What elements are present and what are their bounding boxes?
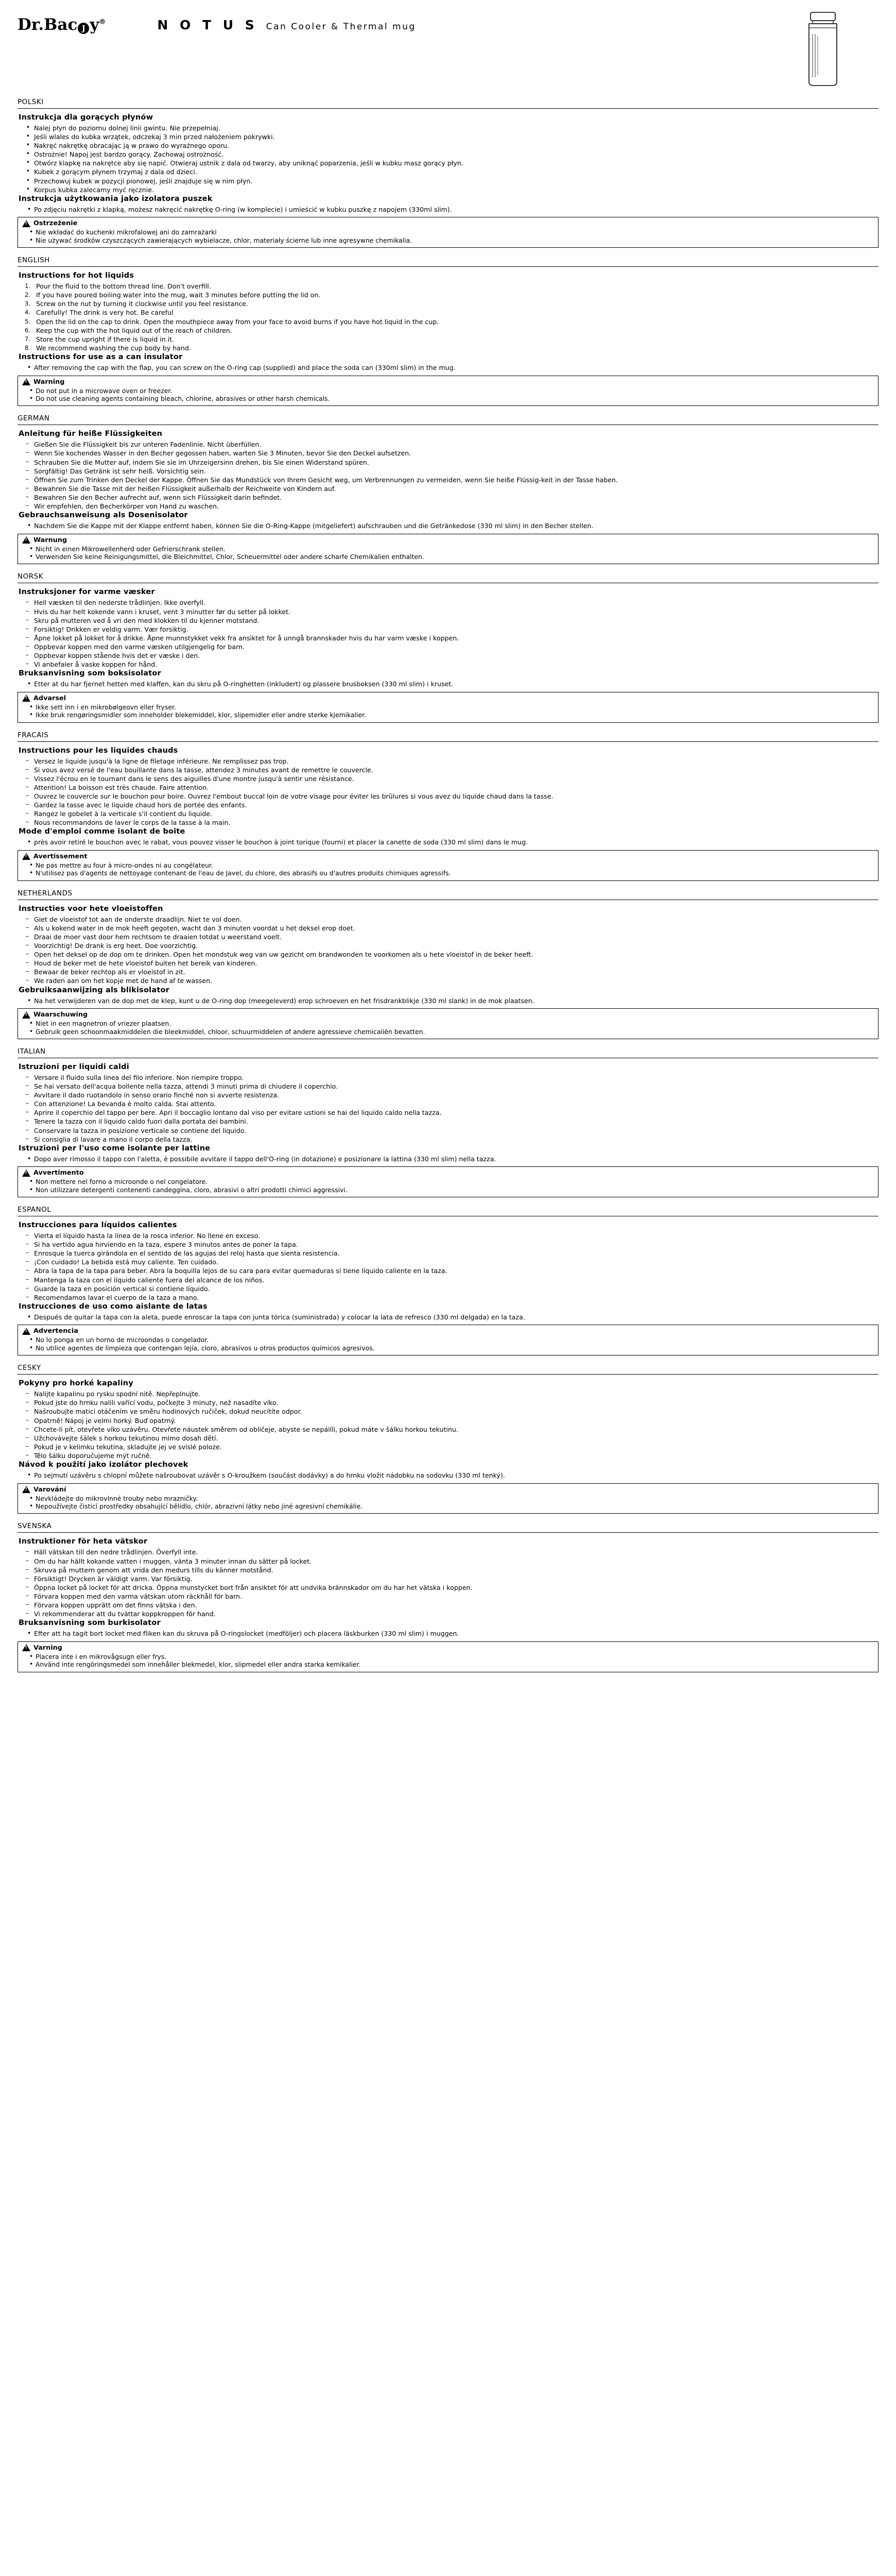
instruction-step: – Nous recommandons de laver le corps de la tasse à la main. (33, 819, 878, 827)
warning-triangle-icon (22, 694, 30, 702)
instruction-step: – Con attenzione! La bevanda è molto calda. Stai attento. (33, 1100, 878, 1108)
instruction-step: – Pokud jste do hrnku nalili vařící vodu, počkejte 3 minuty, než nasadíte víko. (33, 1399, 878, 1407)
instruction-step: – Förvara koppen upprätt om det finns vätska i den. (33, 1601, 878, 1609)
instruction-step: – Nalijte kapalinu po rysku spodní nitě. Nepřeplnujte. (33, 1390, 878, 1398)
warning-header (22, 1011, 874, 1019)
instruction-step: – Åpne lokket på lokket for å drikke. Åpne munnstykket vekk fra ansiktet for å unngå brannskader hvis du har varm væske i koppen. (33, 634, 878, 642)
instruction-step: – Houd de beker met de hete vloeistof buiten het bereik van kinderen. (33, 959, 878, 968)
warning-triangle-icon (22, 1170, 30, 1177)
instruction-step: – Bewahren Sie den Becher aufrecht auf, wenn sich Flüssigkeit darin befindet. (33, 494, 878, 502)
instruction-step: – Aprire il coperchio del tappo per bere. Apri il boccaglio lontano dal viso per evitare ustioni se hai del liquido caldo nella tazza. (33, 1109, 878, 1117)
warning-header (22, 536, 874, 544)
instruction-step: If you have poured boiling water into the mug, wait 3 minutes before putting the lid on. (36, 291, 321, 299)
warning-title: Warning (33, 378, 65, 386)
warning-triangle-icon (22, 1486, 30, 1493)
warning-item: • Nie wkładać do kuchenki mikrofalowej ani do zamrażarki (36, 228, 874, 236)
instruction-step: – Hell væsken til den nederste trådlinjen. Ikke overfyll. (33, 599, 878, 607)
instruction-step: – Giet de vloeistof tot aan de onderste draadlijn. Niet te vol doen. (33, 916, 878, 924)
warning-title: Varování (33, 1485, 66, 1494)
instruction-step: – Voorzichtig! De drank is erg heet. Doe voorzichtig. (33, 942, 878, 950)
warning-item-list (22, 861, 874, 877)
warning-header (22, 378, 874, 386)
instruction-heading: Instructions for hot liquids (19, 272, 134, 280)
instruction-step: – Vierta el líquido hasta la línea de la rosca inferior. No llene en exceso. (33, 1232, 878, 1240)
warning-triangle-icon (22, 378, 30, 385)
instruction-step-list (18, 757, 878, 827)
instruction-heading: Instrucciones de uso como aislante de latas (19, 1302, 208, 1311)
language-section (18, 731, 878, 881)
warning-box (18, 376, 878, 406)
instruction-heading: Gebrauchsanweisung als Dosenisolator (19, 511, 188, 520)
instruction-step: – Bewaar de beker rechtop als er vloeistof in zit. (33, 968, 878, 976)
language-label: SVENSKA (18, 1522, 52, 1531)
instruction-heading: Instructies voor hete vloeistoffen (19, 904, 163, 913)
instruction-step: – Tenere la tazza con il liquido caldo fuori dalla portata dei bambini. (33, 1117, 878, 1126)
brand-logo (18, 13, 106, 34)
product-subtitle: Can Cooler & Thermal mug (266, 22, 416, 32)
instruction-step: – Chcete-li pít, otevřete víko uzávěru. Otevřete náustek směrem od obličeje, abyste se nepálíli, pokud máte v šálku horkou tekutinu. (33, 1426, 878, 1434)
instruction-step: – Öffnen Sie zum Trinken den Deckel der Kappe. Öffnen Sie das Mundstück von Ihrem Gesicht weg, um Verbrennungen zu vermeiden, wenn Sie heiße Flüssig-keit in der Tasse haben. (33, 476, 878, 484)
instruction-heading: Instruksjoner for varme væsker (19, 588, 155, 597)
instruction-step: – Oppbevar koppen med den varme væsken utilgjengelig for barn. (33, 643, 878, 651)
instruction-paragraph: • Po zdjęciu nakrętki z klapką, możesz nakręcić nakrętkę O-ring (w komplecie) i umieścić w kubku puszkę z napojem (330ml slim). (18, 206, 878, 214)
warning-title: Waarschuwing (33, 1011, 88, 1019)
warning-title: Warnung (33, 536, 67, 544)
warning-item: • Nevkládejte do mikrovlnné trouby nebo mrazničky. (36, 1495, 874, 1502)
instruction-heading: Pokyny pro horké kapaliny (19, 1379, 133, 1388)
instruction-step: • Nalej płyn do poziomu dolnej linii gwintu. Nie przepełniaj. (33, 124, 878, 132)
warning-title: Varning (33, 1643, 62, 1652)
warning-triangle-icon (22, 1011, 30, 1019)
instruction-paragraph: • près avoir retiré le bouchon avec le rabat, vous pouvez visser le bouchon à joint torique (fourni) et placer la canette de soda (330 ml slim) dans le mug. (18, 838, 878, 846)
instruction-step: – Užchovávejte šálek s horkou tekutinou mimo dosah dětí. (33, 1434, 878, 1443)
warning-title: Advarsel (33, 694, 66, 702)
warning-item: • No utilice agentes de limpieza que contengan lejía, cloro, abrasivos u otros productos químicos agresivos. (36, 1344, 874, 1352)
instruction-step: – Attention! La boisson est très chaude. Faire attention. (33, 784, 878, 792)
warning-header (22, 1169, 874, 1177)
instruction-step: • Otwórz klapkę na nakrętce aby się napić. Otwieraj ustnik z dala od twarzy, aby uniknąć poparzenia, jeśli w kubku masz gorący płyn. (33, 159, 878, 167)
warning-item: • Nie używać środków czyszczących zawierających wybielacze, chlor, materiały ścierne lub inne agresywne chemikalia. (36, 236, 874, 244)
warning-item: • Gebruik geen schoonmaakmiddelen die bleekmiddel, chloor, schuurmiddelen of andere agressieve chemicaliën bevatten. (36, 1028, 874, 1036)
instruction-step: – Als u kokend water in de mok heeft gegoten, wacht dan 3 minuten voordat u het deksel erop doet. (33, 924, 878, 933)
instruction-step: – Öppna locket på locket för att dricka. Öppna munstycket bort från ansiktet för att undvika brännskador om du har het vätska i koppen. (33, 1584, 878, 1592)
instruction-step: – Forsiktig! Drikken er veldig varm. Vær forsiktig. (33, 625, 878, 634)
instruction-step: – Bewahren Sie die Tasse mit der heißen Flüssigkeit außerhalb der Reichweite von Kindern auf. (33, 485, 878, 493)
instruction-heading: Instrucciones para líquidos calientes (19, 1221, 177, 1230)
language-section (18, 1522, 878, 1672)
instruction-step: – Gardez la tasse avec le liquide chaud hors de portée des enfants. (33, 801, 878, 809)
language-section (18, 98, 878, 248)
warning-triangle-icon (22, 1328, 30, 1335)
language-section (18, 1206, 878, 1355)
instruction-step: – Wenn Sie kochendes Wasser in den Becher gegossen haben, warten Sie 3 Minuten, bevor Sie den Deckel aufsetzen. (33, 449, 878, 457)
brand-logo-prefix: D (18, 15, 31, 34)
instruction-step-list (18, 599, 878, 668)
warning-box (18, 217, 878, 248)
instruction-step: – Si vous avez versé de l'eau bouillante dans la tasse, attendez 3 minutes avant de remettre le couvercle. (33, 766, 878, 774)
warning-triangle-icon (22, 853, 30, 860)
instruction-step: Open the lid on the cap to drink. Open the mouthpiece away from your face to avoid burns if you have hot liquid in the cup. (36, 317, 439, 326)
instruction-heading: Anleitung für heiße Flüssigkeiten (19, 430, 163, 438)
instruction-step: – Häll vätskan till den nedre trådlinjen. Överfyll inte. (33, 1548, 878, 1556)
instruction-step: – Versare il fluido sulla linea del filo inferiore. Non riempire troppo. (33, 1074, 878, 1082)
instruction-paragraph: • Po sejmutí uzávěru s chlopní můžete našroubovat uzávěr s O-kroužkem (součást dodávky) a do hrnku vložit nádobku na sodovku (330 ml tenký). (18, 1471, 878, 1480)
section-divider (18, 108, 878, 109)
warning-item-list (22, 1336, 874, 1352)
instruction-step: • Jeśli wlales do kubka wrzątek, odczekaj 3 min przed nałożeniem pokrywki. (33, 133, 878, 141)
instruction-step-list (18, 1548, 878, 1618)
language-label: GERMAN (18, 414, 50, 423)
instruction-heading: Bruksanvisning som boksisolator (19, 669, 161, 678)
instruction-step-list (18, 916, 878, 985)
instruction-step: – Pokud je v kelimku tekutina, skladujte jej ve svislé poloze. (33, 1443, 878, 1451)
language-label: NETHERLANDS (18, 889, 73, 897)
instruction-step: – Ouvrez le couvercle sur le bouchon pour boire. Ouvrez l'embout buccal loin de votre visage pour éviter les brûlures si vous avez du liquide chaud dans la tasse. (33, 792, 878, 801)
warning-header (22, 853, 874, 860)
instruction-step-list (18, 1232, 878, 1301)
instruction-step: • Kubek z gorącym płynem trzymaj z dala od dzieci. (33, 168, 878, 176)
language-section (18, 1364, 878, 1514)
instruction-heading: Návod k použití jako izolátor plechovek (19, 1461, 188, 1469)
instruction-step: – Sorgfältig! Das Getränk ist sehr heiß. Vorsichtig sein. (33, 467, 878, 476)
instruction-step: We recommend washing the cup body by hand. (36, 344, 191, 352)
instruction-step: – Försiktigt! Drycken är väldigt varm. Var försiktig. (33, 1575, 878, 1583)
instruction-step: – Versez le liquide jusqu'à la ligne de filetage inférieure. Ne remplissez pas trop. (33, 757, 878, 766)
instruction-step: – Enrosque la tuerca girándola en el sentido de las agujas del reloj hasta que sienta resistencia. (33, 1249, 878, 1258)
instruction-step: – Oppbevar koppen stående hvis det er væske i den. (33, 652, 878, 660)
warning-item: • Placera inte i en mikrovågsugn eller frys. (36, 1653, 874, 1660)
instruction-step: – Vi anbefaler å vaske koppen for hånd. (33, 660, 878, 669)
language-label: POLSKI (18, 98, 44, 106)
language-section (18, 572, 878, 722)
instruction-step: – Open het deksel op de dop om te drinken. Open het mondstuk weg van uw gezicht om brandwonden te voorkomen als u hete vloeistof in de beker heeft. (33, 951, 878, 959)
instruction-paragraph: • After removing the cap with the flap, you can screw on the O-ring cap (supplied) and place the soda can (330ml slim) in the mug. (18, 364, 878, 372)
brand-logo-tail: y (90, 15, 99, 34)
warning-item: • Nepoužívejte čisticí prostředky obsahující bělidlo, chlór, abrazivní látky nebo jiné agresivní chemikálie. (36, 1502, 874, 1510)
language-label: ENGLISH (18, 256, 50, 265)
thermal-mug-illustration-icon (792, 10, 854, 88)
instruction-step: • Przechowuj kubek w pozycji pionowej, jeśli znajduje się w nim płyn. (33, 177, 878, 185)
instruction-heading: Instruktioner för heta vätskor (19, 1537, 148, 1546)
instruction-paragraph: • Nachdem Sie die Kappe mit der Klappe entfernt haben, können Sie die O-Ring-Kappe (mitgeliefert) aufschrauben und die Getränkedose (330 ml slim) in den Becher stellen. (18, 522, 878, 530)
section-divider (18, 741, 878, 742)
instruction-step: – Opatrně! Nápoj je velmi horký. Buď opatrný. (33, 1417, 878, 1425)
warning-box (18, 692, 878, 723)
warning-box (18, 1483, 878, 1514)
warning-header (22, 1644, 874, 1652)
instruction-step: – Si ha vertido agua hirviendo en la taza, espere 3 minutos antes de poner la tapa. (33, 1241, 878, 1249)
instruction-step: Carefully! The drink is very hot. Be careful (36, 309, 174, 317)
instruction-step-list (18, 440, 878, 510)
instruction-step: – We raden aan om het kopje met de hand af te wassen. (33, 977, 878, 985)
brand-registered-mark: ® (99, 18, 106, 26)
product-title-block (157, 13, 416, 32)
warning-box (18, 1325, 878, 1355)
brand-logo-text: r.Bac (31, 15, 78, 34)
warning-triangle-icon (22, 220, 30, 227)
instruction-step: – Si consiglia di lavare a mano il corpo della tazza. (33, 1136, 878, 1144)
instruction-step: – Vissez l'écrou en le tournant dans le sens des aiguilles d'une montre jusqu'à sentir une résistance. (33, 775, 878, 783)
instruction-heading: Mode d'emploi comme isolant de boite (19, 827, 185, 836)
warning-header (22, 1486, 874, 1494)
section-divider (18, 266, 878, 267)
warning-item: • Do not use cleaning agents containing bleach, chlorine, abrasives or other harsh chemicals. (36, 395, 874, 402)
warning-triangle-icon (22, 536, 30, 544)
instruction-step: – Draai de moer vast door hem rechtsom te draaien totdat u weerstand voelt. (33, 933, 878, 941)
warning-item: • Nicht in einen Mikrowellenherd oder Gefrierschrank stellen. (36, 545, 874, 553)
warning-item-list (22, 1495, 874, 1511)
instruction-heading: Istruzioni per l'uso come isolante per lattine (19, 1144, 211, 1153)
warning-item: • Ikke sett inn i en mikrobølgeovn eller fryser. (36, 703, 874, 711)
warning-header (22, 1327, 874, 1335)
instruction-heading: Instrukcja dla gorących płynów (19, 113, 153, 122)
warning-item: • Ne pas mettre au four à micro-ondes ni au congélateur. (36, 861, 874, 869)
warning-title: Avvertimento (33, 1169, 84, 1177)
warning-item: • N'utilisez pas d'agents de nettoyage contenant de l'eau de Javel, du chlore, des abrasifs ou d'autres produits chimiques agressifs. (36, 869, 874, 877)
language-label: FRACAIS (18, 731, 49, 739)
instruction-step: – Se hai versato dell'acqua bollente nella tazza, attendi 3 minuti prima di chiudere il coperchio. (33, 1082, 878, 1091)
warning-item: • Niet in een magnetron of vriezer plaatsen. (36, 1020, 874, 1027)
instruction-heading: Instructions for use as a can insulator (19, 352, 183, 361)
instruction-step: Keep the cup with the hot liquid out of the reach of children. (36, 326, 232, 334)
warning-box (18, 1008, 878, 1039)
instruction-paragraph: • Efter att ha tagit bort locket med fliken kan du skruva på O-ringslocket (medföljer) och placera läskburken (330 ml slim) i muggen. (18, 1630, 878, 1638)
brand-logo-circle-icon: J (78, 23, 89, 34)
instruction-step: • Nakręć nakrętkę obracając ją w prawo do wyraźnego oporu. (33, 142, 878, 150)
instruction-step: – ¡Con cuidado! La bebida está muy caliente. Ten cuidado. (33, 1258, 878, 1266)
instruction-step: – Conservare la tazza in posizione verticale se contiene del liquido. (33, 1127, 878, 1135)
language-section (18, 414, 878, 564)
warning-item-list (22, 1653, 874, 1669)
instruction-paragraph: • Después de quitar la tapa con la aleta, puede enroscar la tapa con junta tórica (suministrada) y colocar la lata de refresco (330 ml delgada) en la taza. (18, 1313, 878, 1321)
instruction-step: Store the cup upright if there is liquid in it. (36, 335, 175, 343)
language-label: NORSK (18, 572, 44, 581)
warning-item: • Non mettere nel forno a microonde o nel congelatore. (36, 1178, 874, 1185)
instruction-step: – Skru på mutteren ved å vri den med klokken til du kjenner motstand. (33, 617, 878, 625)
warning-item: • Ikke bruk rengøringsmidler som inneholder blekemiddel, klor, slipemidler eller andre sterke kjemikalier. (36, 711, 874, 719)
instruction-step-list (18, 282, 878, 352)
instruction-step: • Korpus kubka zalecamy myć ręcznie. (33, 186, 878, 194)
warning-item-list (22, 387, 874, 403)
instruction-step: – Gießen Sie die Flüssigkeit bis zur unteren Fadenlinie. Nicht überfüllen. (33, 440, 878, 449)
instruction-step: – Rangez le gobelet à la verticale s'il contient du liquide. (33, 810, 878, 818)
section-divider (18, 1374, 878, 1375)
language-label: ESPANOL (18, 1206, 51, 1214)
instruction-heading: Gebruiksaanwijzing als blikisolator (19, 986, 169, 994)
instruction-step: – Avvitare il dado ruotandolo in senso orario finché non si avverte resistenza. (33, 1091, 878, 1099)
warning-box (18, 1166, 878, 1197)
warning-item-list (22, 228, 874, 244)
instruction-step: – Förvara koppen med den varma vätskan utom räckhåll för barn. (33, 1592, 878, 1601)
warning-box (18, 1641, 878, 1672)
warning-box (18, 534, 878, 565)
warning-item: • Do not put in a microwave oven or freezer. (36, 387, 874, 395)
instruction-step-list (18, 124, 878, 194)
section-divider (18, 1532, 878, 1533)
instruction-step: – Abra la tapa de la tapa para beber. Abra la boquilla lejos de su cara para evitar quemaduras si tiene líquido caliente en la taza. (33, 1267, 878, 1275)
instruction-heading: Bruksanvisning som burkisolator (19, 1619, 161, 1628)
warning-title: Avertissement (33, 852, 88, 860)
instruction-step-list (18, 1390, 878, 1460)
language-label: ITALIAN (18, 1047, 46, 1056)
warning-title: Ostrzeżenie (33, 219, 78, 228)
instruction-paragraph: • Na het verwijderen van de dop met de klep, kunt u de O-ring dop (meegeleverd) erop schroeven en het frisdrankblikje (330 ml slank) in de mok plaatsen. (18, 997, 878, 1005)
instruction-step: – Wir empfehlen, den Becherkörper von Hand zu waschen. (33, 502, 878, 511)
warning-box (18, 850, 878, 881)
instruction-step: – Vi rekommenderar att du tvättar koppkroppen för hand. (33, 1610, 878, 1618)
instruction-paragraph: • Etter at du har fjernet hetten med klaffen, kan du skru på O-ringhetten (inkludert) og plassere brusboksen (330 ml slim) i kruset. (18, 680, 878, 688)
instruction-heading: Instrukcja użytkowania jako izolatora puszek (19, 194, 213, 203)
instruction-step: – Schrauben Sie die Mutter auf, indem Sie sie im Uhrzeigersinn drehen, bis Sie einen Widerstand spüren. (33, 459, 878, 467)
instruction-heading: Instructions pour les liquides chauds (19, 746, 178, 755)
instruction-step-list (18, 1074, 878, 1143)
instruction-step: – Našroubujte matici otáčením ve směru hodinových ručiček, dokud neucítíte odpor. (33, 1408, 878, 1416)
warning-item: • Verwenden Sie keine Reinigungsmittel, die Bleichmittel, Chlor, Scheuermittel oder andere scharfe Chemikalien enthalten. (36, 553, 874, 561)
instruction-step: – Mantenga la taza con el líquido caliente fuera del alcance de los niños. (33, 1276, 878, 1284)
warning-item: • Använd inte rengöringsmedel som innehåller blekmedel, klor, slipmedel eller andra starka kemikalier. (36, 1660, 874, 1668)
instruction-step: – Recomendamos lavar el cuerpo de la taza a mano. (33, 1294, 878, 1302)
instruction-step: – Tělo šálku doporučujeme mýt ručně. (33, 1452, 878, 1460)
warning-header (22, 694, 874, 702)
warning-item-list (22, 545, 874, 561)
warning-title: Advertencia (33, 1327, 78, 1335)
instruction-step: – Skruva på muttern genom att vrida den medurs tills du känner motstånd. (33, 1566, 878, 1574)
product-name: N O T U S (157, 18, 258, 32)
instruction-step: – Hvis du har helt kokende vann i kruset, vent 3 minutter før du setter på lokket. (33, 608, 878, 616)
instruction-step: Screw on the nut by turning it clockwise until you feel resistance. (36, 300, 248, 308)
warning-triangle-icon (22, 1644, 30, 1651)
warning-item: • No lo ponga en un horno de microondas o congelador. (36, 1336, 874, 1344)
language-section (18, 256, 878, 406)
instruction-step: – Guarde la taza en posición vertical si contiene líquido. (33, 1285, 878, 1293)
instruction-heading: Istruzioni per liquidi caldi (19, 1062, 129, 1071)
language-sections (18, 98, 878, 1672)
warning-header (22, 219, 874, 227)
warning-item: • Non utilizzare detergenti contenenti candeggina, cloro, abrasivi o altri prodotti chimici aggressivi. (36, 1186, 874, 1194)
instruction-step: – Om du har hällt kokande vatten i muggen, vänta 3 minuter innan du sätter på locket. (33, 1557, 878, 1566)
document-header (18, 13, 878, 91)
language-section (18, 1047, 878, 1197)
warning-item-list (22, 1020, 874, 1036)
instruction-step: • Ostrożnie! Napoj jest bardzo gorący. Zachowaj ostrożność. (33, 150, 878, 159)
instruction-step: Pour the fluid to the bottom thread line. Don't overfill. (36, 282, 211, 291)
warning-item-list (22, 703, 874, 719)
instruction-paragraph: • Dopo aver rimosso il tappo con l'aletta, è possibile avvitare il tappo dell'O-ring (in dotazione) e posizionare la lattina (330 ml slim) nella tazza. (18, 1155, 878, 1163)
warning-item-list (22, 1178, 874, 1194)
language-label: CESKY (18, 1364, 41, 1372)
language-section (18, 889, 878, 1039)
